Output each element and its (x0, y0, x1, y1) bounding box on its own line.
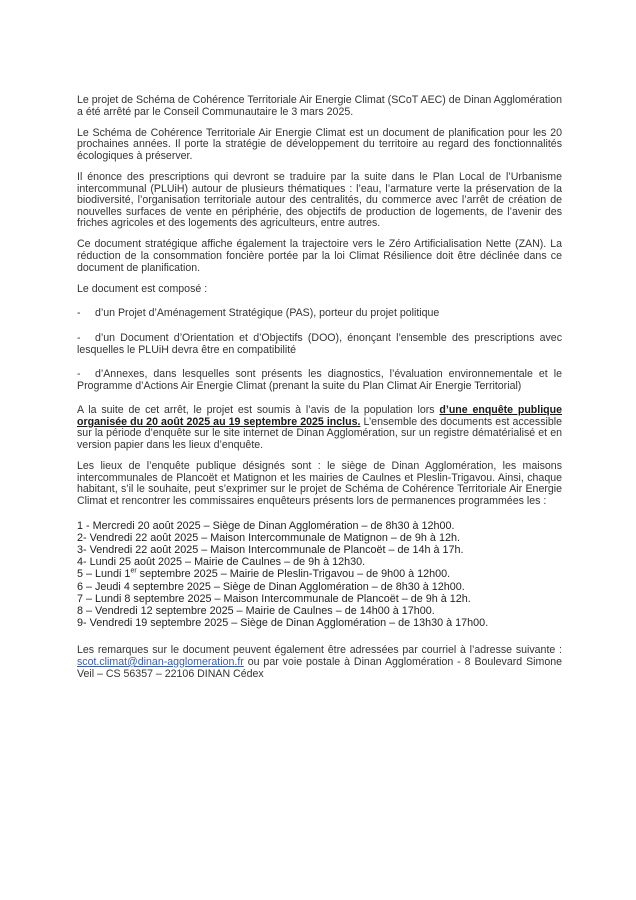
permanence-item (77, 568, 562, 580)
component-doo-text: d’un Document d’Orientation et d’Objectifs (DOO), énonçant l’ensemble des prescriptions avec lesquelles le PLUiH devra être en compatibilité (77, 331, 562, 356)
enquete-rest: L’ensemble des documents est accessible sur la période d’enquête sur le site internet de Dinan Agglomération, sur un registre dématérialisé et en version papier dans les lieux d’enquête. (77, 415, 562, 452)
lieux-paragraph: Les lieux de l’enquête publique désignés sont : le siège de Dinan Agglomération, les maisons intercommunales de Plancoët et Matignon et les mairies de Caulnes et Pleslin-Trigavou. Ainsi, chaque habitant, s’il le souhaite, peut s’exprimer sur le projet de Schéma de Cohérence Territoriale Air Energie Climat et rencontrer les commissaires enquêteurs présents lors de permanences programmées les : (77, 460, 562, 507)
component-pas-text: d’un Projet d’Aménagement Stratégique (PAS), porteur du projet politique (95, 307, 440, 320)
dash-bullet: - (77, 307, 81, 320)
component-pas (77, 308, 562, 320)
email-link[interactable]: scot.climat@dinan-agglomeration.fr (77, 655, 244, 668)
composition-heading: Le document est composé : (77, 282, 208, 295)
permanence-item: 2- Vendredi 22 août 2025 – Maison Intercommunale de Matignon – de 9h à 12h. (77, 531, 460, 544)
permanence-item: 6 – Jeudi 4 septembre 2025 – Siège de Dinan Agglomération – de 8h30 à 12h00. (77, 580, 465, 593)
dash-bullet: - (77, 368, 81, 381)
permanence-item: 1 - Mercredi 20 août 2025 – Siège de Dinan Agglomération – de 8h30 à 12h00. (77, 519, 455, 532)
prescriptions-paragraph: Il énonce des prescriptions qui devront se traduire par la suite dans le Plan Local de l’Urbanisme intercommunal (PLUiH) autour de plusieurs thématiques : l’eau, l’armature verte la préservation de la biodiversité, l’organisation territoriale autour des centralités, du commerce avec l’arrêt de création de nouvelles surfaces de vente en périphérie, des objectifs de production de logements, de l’avenir des friches agricoles et des logements des agriculteurs, entre autres. (77, 170, 562, 230)
permanence-item: 8 – Vendredi 12 septembre 2025 – Mairie de Caulnes – de 14h00 à 17h00. (77, 604, 435, 617)
enquete-paragraph (77, 405, 562, 451)
component-annexes-text: d’Annexes, dans lesquelles sont présents les diagnostics, l’évaluation environnementale et le Programme d’Actions Air Energie Climat (prenant la suite du Plan Climat Air Energie Territorial) (77, 368, 562, 392)
enquete-dates-highlight: d’une enquête publique organisée du 20 août 2025 au 19 septembre 2025 inclus. (77, 404, 563, 428)
permanence-item: 4- Lundi 25 août 2025 – Mairie de Caulnes – de 9h à 12h30. (77, 556, 366, 569)
document-page (77, 95, 562, 690)
permanences-list (77, 520, 562, 630)
scot-description-paragraph: Le Schéma de Cohérence Territoriale Air Energie Climat est un document de planification pour les 20 prochaines années. Il porte la stratégie de développement du territoire au regard des fonctionnalités écologiques à préserver. (77, 126, 562, 162)
remarques-paragraph (77, 645, 562, 680)
permanence-item-end: septembre 2025 – Mairie de Pleslin-Trigavou – de 9h00 à 12h00. (136, 568, 451, 581)
intro-paragraph: Le projet de Schéma de Cohérence Territoriale Air Energie Climat (SCoT AEC) de Dinan Agglomération a été arrêté par le Conseil Communautaire le 3 mars 2025. (77, 94, 562, 118)
permanence-item: 9- Vendredi 19 septembre 2025 – Siège de Dinan Agglomération – de 13h30 à 17h00. (77, 617, 489, 630)
ordinal-superscript: er (130, 567, 137, 575)
zan-paragraph: Ce document stratégique affiche également la trajectoire vers le Zéro Artificialisation Nette (ZAN). La réduction de la consommation foncière portée par la loi Climat Résilience doit être déclinée dans ce document de planification. (77, 238, 562, 274)
component-doo (77, 333, 562, 356)
enquete-intro: A la suite de cet arrêt, le projet est soumis à l’avis de la population lors (77, 404, 440, 417)
permanence-item: 7 – Lundi 8 septembre 2025 – Maison Intercommunale de Plancoët – de 9h à 12h. (77, 592, 471, 605)
remarques-postal: ou par voie postale à Dinan Agglomération - 8 Boulevard Simone Veil – CS 56357 – 22106 DINAN Cédex (77, 655, 562, 680)
dash-bullet: - (77, 331, 81, 344)
permanence-item-start: 5 – Lundi 1 (77, 568, 131, 581)
remarques-intro: Les remarques sur le document peuvent également être adressées par courriel à l’adresse suivante : (77, 644, 562, 657)
component-annexes (77, 369, 562, 392)
permanence-item: 3- Vendredi 22 août 2025 – Maison Intercommunale de Plancoët – de 14h à 17h. (77, 543, 464, 556)
